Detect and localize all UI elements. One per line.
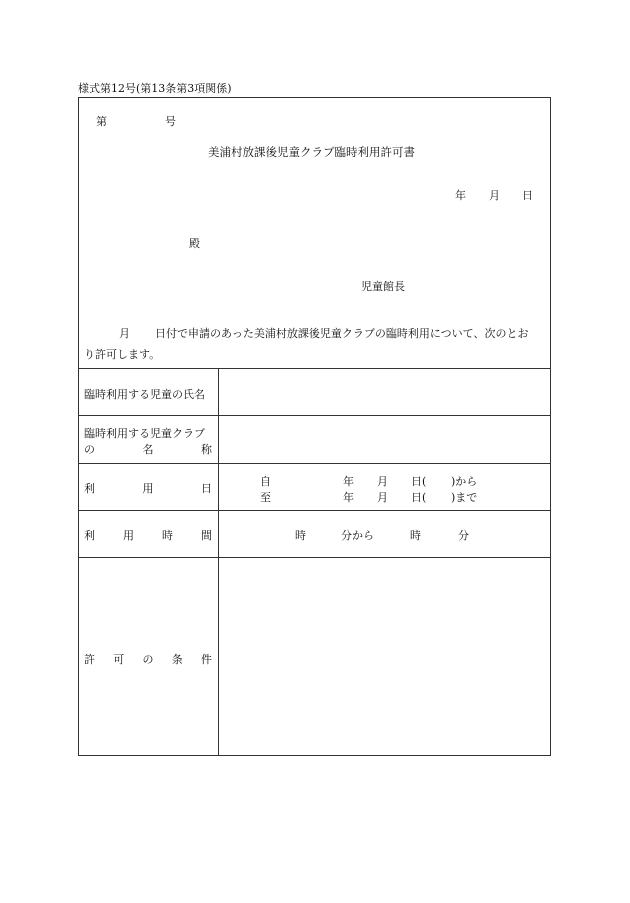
child-name-label: 臨時利用する児童の氏名 [84,388,205,401]
time-label-char: 利 [84,529,95,542]
body-line-2: り許可します。 [84,348,161,361]
time-label-char: 時 [162,529,173,542]
number-suffix: 号 [165,115,176,128]
conditions-label-char: 可 [113,653,125,666]
time-hour-1: 時 [295,529,306,542]
time-minute-from: 分から [341,529,374,542]
date-from-suffix: )から [451,475,478,488]
conditions-label-char: 許 [84,653,95,666]
row-divider-3 [78,510,551,511]
date-month: 月 [489,189,500,202]
row-divider-4 [78,557,551,558]
date-label [84,480,212,496]
time-label-char: 間 [201,529,212,542]
label-column-divider [218,368,219,756]
club-label-line-2 [84,441,212,457]
time-label-char: 用 [123,529,134,542]
form-caption: 様式第12号(第13条第3項関係) [78,82,232,95]
date-to-day: 日( [411,491,427,504]
table-top-divider [78,368,551,369]
document-title: 美浦村放課後児童クラブ臨時利用許可書 [208,145,415,159]
addressee-honorific: 殿 [189,237,200,250]
date-label-char: 利 [84,482,95,495]
date-from: 自 [260,475,271,488]
conditions-label-char: 条 [171,653,183,666]
time-label [84,527,212,543]
date-to: 至 [260,491,271,504]
club-label-char: 名 [142,443,154,456]
date-from-year: 年 [343,475,354,488]
body-line-1: 日付で申請のあった美浦村放課後児童クラブの臨時利用について、次のとお [155,327,529,340]
row-divider-2 [78,463,551,464]
conditions-label-char: 件 [201,653,212,666]
date-from-month: 月 [377,475,388,488]
date-from-day: 日( [411,475,427,488]
conditions-label [84,651,212,667]
club-label-char: の [84,443,95,456]
date-to-year: 年 [343,491,354,504]
time-hour-2: 時 [410,529,421,542]
date-to-suffix: )まで [451,491,478,504]
row-divider-1 [78,415,551,416]
club-label-char: 称 [201,443,212,456]
club-label-line-1: 臨時利用する児童クラブ [84,427,205,440]
date-label-char: 日 [201,482,212,495]
issuer: 児童館長 [361,280,405,293]
date-label-char: 用 [142,482,154,495]
number-prefix: 第 [96,115,107,128]
body-month: 月 [119,327,130,340]
time-minute: 分 [458,529,469,542]
date-to-month: 月 [377,491,388,504]
date-year: 年 [455,189,466,202]
date-day: 日 [522,189,533,202]
conditions-label-char: の [142,653,154,666]
